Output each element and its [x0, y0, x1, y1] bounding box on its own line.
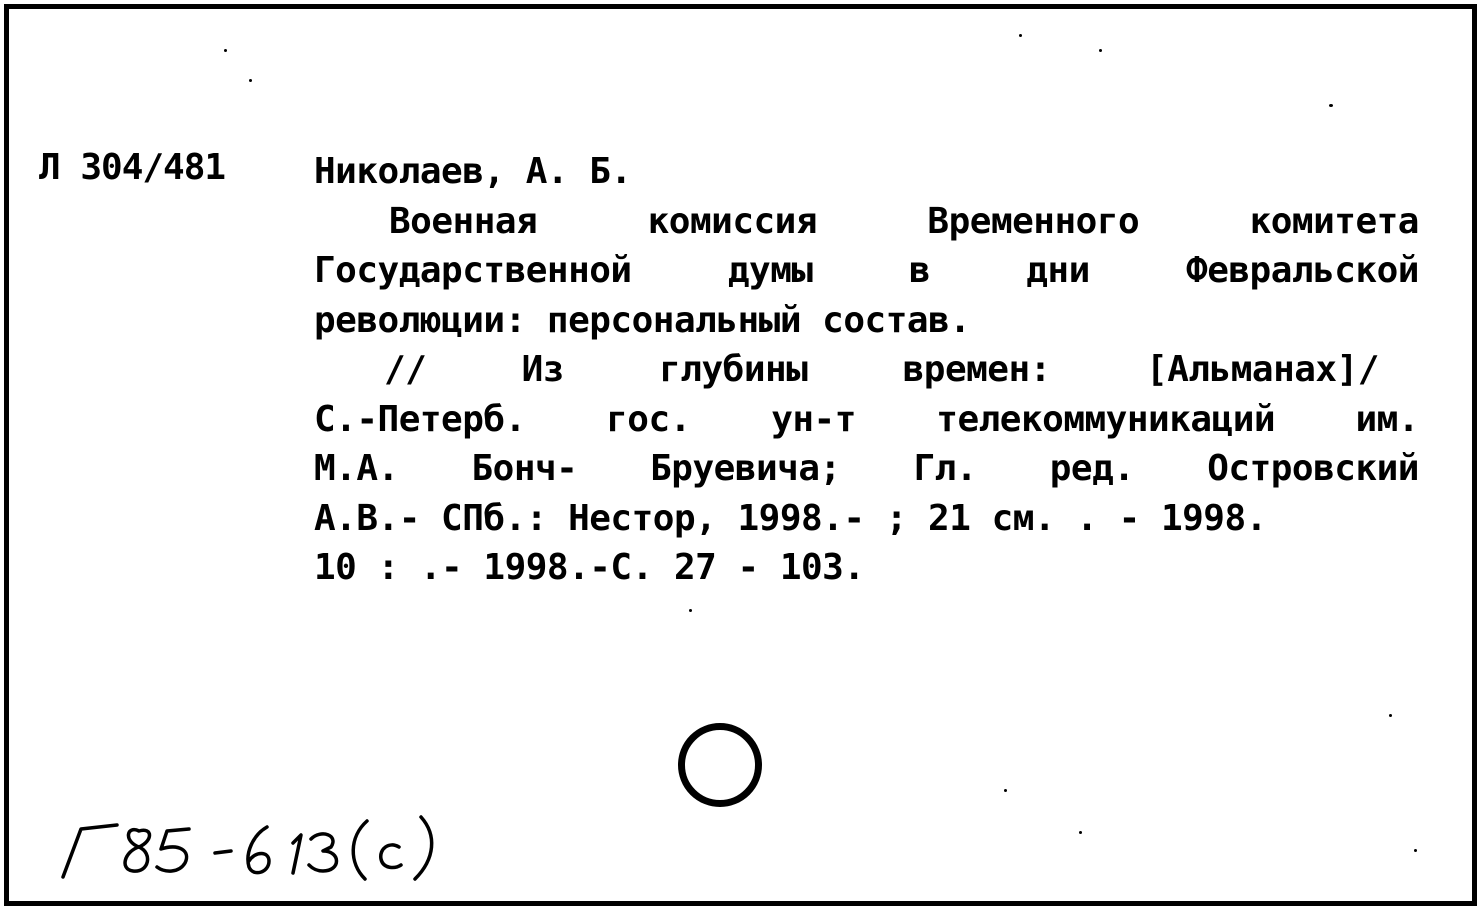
punch-hole	[678, 723, 762, 807]
source-word: Бонч-	[471, 448, 578, 489]
author-line	[314, 147, 1419, 197]
source-word: гос.	[606, 398, 691, 440]
title-line	[314, 246, 1419, 296]
scan-speck	[1414, 849, 1417, 852]
source-word: телекоммуникаций	[936, 398, 1276, 440]
source-word: Гл.	[913, 448, 977, 489]
source-text: А.В.- СПб.: Нестор, 1998.- ; 21 см. . - 1998.	[314, 497, 1267, 539]
title-word: думы	[727, 250, 813, 291]
title-word: комитета	[1249, 200, 1419, 242]
title-line	[314, 197, 1419, 247]
catalog-card	[4, 4, 1477, 906]
scan-speck	[1004, 789, 1007, 792]
title-line	[314, 296, 1419, 346]
scan-speck	[1329, 104, 1333, 107]
source-word: ред.	[1049, 448, 1135, 489]
title-word: Военная	[389, 200, 538, 242]
shelf-mark: Л 304/481	[39, 147, 226, 188]
title-word: Февральской	[1186, 250, 1419, 291]
title-word: комиссия	[647, 200, 818, 242]
source-line	[314, 543, 1419, 593]
source-word: Из	[521, 349, 564, 390]
source-word: времен:	[902, 349, 1051, 390]
scan-speck	[1079, 831, 1082, 834]
scan-speck	[1099, 49, 1102, 52]
source-word: Бруевича;	[650, 448, 841, 489]
scan-speck	[689, 609, 692, 612]
title-word: революции: персональный состав.	[314, 299, 971, 341]
source-word: С.-Петерб.	[314, 398, 526, 440]
scan-speck	[224, 49, 227, 52]
source-word: глубины	[659, 349, 808, 390]
source-word: //	[384, 349, 427, 390]
title-word: Государственной	[314, 250, 632, 291]
source-word: М.А.	[314, 448, 399, 489]
source-text: 10 : .- 1998.-С. 27 - 103.	[314, 547, 865, 588]
source-word: им.	[1355, 398, 1419, 440]
source-line	[314, 345, 1419, 395]
handwritten-code	[49, 789, 469, 889]
source-word: [Альманах]/	[1146, 349, 1379, 390]
author: Николаев, А. Б.	[314, 151, 632, 192]
source-line	[314, 494, 1419, 544]
bibliographic-record	[314, 147, 1419, 593]
title-word: в	[908, 250, 930, 291]
scan-speck	[1019, 34, 1022, 37]
scan-speck	[249, 79, 252, 82]
title-word: Временного	[927, 200, 1140, 242]
source-word: Островский	[1207, 448, 1419, 489]
source-word: ун-т	[771, 398, 856, 440]
source-line	[314, 395, 1419, 445]
source-line	[314, 444, 1419, 494]
scan-speck	[1389, 714, 1392, 717]
title-word: дни	[1026, 250, 1090, 291]
